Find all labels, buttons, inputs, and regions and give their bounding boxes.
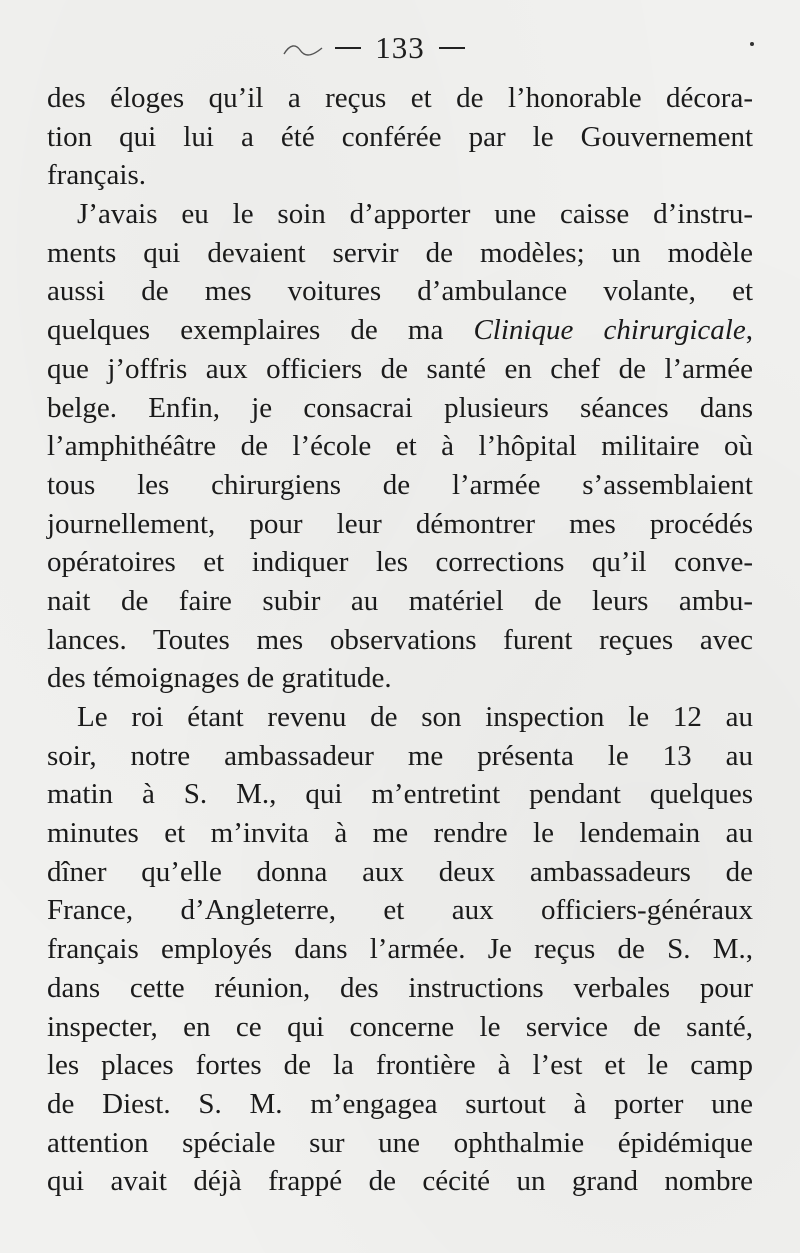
text-line: les places fortes de la frontière à l’est et le camp bbox=[47, 1049, 753, 1082]
text-line: dîner qu’elle donna aux deux ambassadeurs de bbox=[47, 855, 753, 888]
text-line: matin à S. M., qui m’entretint pendant quelques bbox=[47, 778, 753, 811]
body-text bbox=[47, 79, 753, 1201]
text-line: opératoires et indiquer les corrections qu’il conve- bbox=[47, 546, 753, 579]
text-line: nait de faire subir au matériel de leurs ambu- bbox=[47, 584, 753, 617]
dash-left bbox=[335, 47, 361, 49]
text-line: quelques exemplaires de ma Clinique chirurgicale, bbox=[47, 314, 753, 347]
text-line: attention spéciale sur une ophthalmie épidémique bbox=[47, 1126, 753, 1159]
text-line: français. bbox=[47, 159, 147, 192]
text-line: que j’offris aux officiers de santé en chef de l’armée bbox=[47, 352, 753, 385]
page-number-value: 133 bbox=[375, 30, 425, 65]
text-line: lances. Toutes mes observations furent reçues avec bbox=[47, 623, 753, 656]
text-line: Le roi étant revenu de son inspection le 12 au bbox=[77, 701, 753, 733]
text-line: des éloges qu’il a reçus et de l’honorable décora- bbox=[47, 82, 753, 114]
dash-right bbox=[439, 47, 465, 49]
book-title: Clinique chirurgicale bbox=[473, 314, 746, 347]
text-line: qui avait déjà frappé de cécité un grand nombre bbox=[47, 1165, 753, 1198]
text-line: l’amphithéâtre de l’école et à l’hôpital militaire où bbox=[47, 430, 753, 463]
text-line: ments qui devaient servir de modèles; un modèle bbox=[47, 236, 753, 269]
text-line: français employés dans l’armée. Je reçus de S. M., bbox=[47, 933, 753, 966]
text-line: inspecter, en ce qui concerne le service de santé, bbox=[47, 1010, 753, 1043]
text-line: belge. Enfin, je consacrai plusieurs séances dans bbox=[47, 391, 753, 424]
text-line: France, d’Angleterre, et aux officiers-généraux bbox=[47, 894, 753, 927]
text-line: minutes et m’invita à me rendre le lendemain au bbox=[47, 817, 753, 850]
ink-speck bbox=[750, 42, 754, 46]
page-number bbox=[0, 30, 800, 66]
text-line: tous les chirurgiens de l’armée s’assemblaient bbox=[47, 468, 753, 501]
text-line: journellement, pour leur démontrer mes procédés bbox=[47, 507, 753, 540]
text-line: dans cette réunion, des instructions verbales pour bbox=[47, 971, 753, 1004]
text-line: de Diest. S. M. m’engagea surtout à porter une bbox=[47, 1087, 753, 1120]
text-line: J’avais eu le soin d’apporter une caisse d’instru- bbox=[77, 198, 753, 231]
text-line: aussi de mes voitures d’ambulance volante, et bbox=[47, 275, 753, 308]
text-line: des témoignages de gratitude. bbox=[47, 662, 392, 695]
text-line: tion qui lui a été conférée par le Gouvernement bbox=[47, 120, 753, 153]
text-line: soir, notre ambassadeur me présenta le 13 au bbox=[47, 739, 753, 772]
